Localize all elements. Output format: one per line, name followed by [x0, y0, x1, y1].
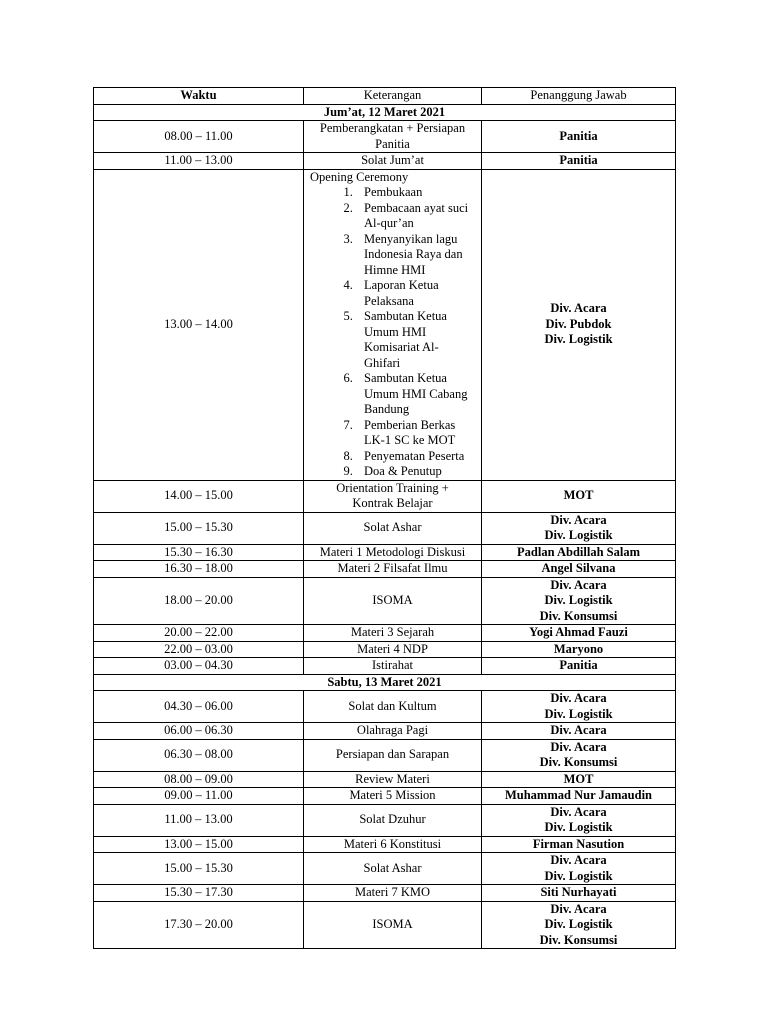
description-cell: [304, 625, 482, 642]
description-line: ISOMA: [372, 917, 413, 931]
description-cell: [304, 885, 482, 902]
responsible-cell: [482, 771, 676, 788]
day-row: [94, 104, 676, 121]
table-row: [94, 625, 676, 642]
day-label: Jum’at, 12 Maret 2021: [94, 104, 676, 121]
description-cell: [304, 641, 482, 658]
schedule-table: [93, 87, 676, 949]
responsible-line: Panitia: [559, 153, 598, 167]
responsible-cell: [482, 153, 676, 170]
agenda-item-line: Himne HMI: [364, 262, 426, 277]
responsible-line: Siti Nurhayati: [540, 885, 617, 899]
responsible-cell: [482, 739, 676, 771]
table-row: [94, 480, 676, 512]
time-cell: 11.00 – 13.00: [94, 153, 304, 170]
description-line: Materi 7 KMO: [355, 885, 430, 899]
agenda-item: [356, 449, 477, 465]
agenda-item-line: Pelaksana: [364, 293, 414, 308]
description-cell: [304, 723, 482, 740]
description-cell: [304, 853, 482, 885]
agenda-item-line: 7. Pemberian Berkas: [364, 417, 456, 432]
agenda-item-line: Ghifari: [364, 355, 401, 370]
responsible-cell: [482, 788, 676, 805]
description-cell: [304, 691, 482, 723]
agenda-item: [356, 418, 477, 449]
agenda-item-line: 9. Doa & Penutup: [364, 464, 442, 478]
agenda-item-line: 1. Pembukaan: [364, 185, 423, 199]
responsible-line: Panitia: [559, 658, 598, 672]
responsible-line: Div. Acara: [550, 723, 607, 737]
description-cell: [304, 577, 482, 625]
responsible-line: Div. Acara: [550, 804, 607, 819]
time-cell: 03.00 – 04.30: [94, 658, 304, 675]
description-cell: [304, 739, 482, 771]
agenda-item-line: Komisariat Al-: [364, 340, 439, 354]
table-row: [94, 641, 676, 658]
description-line: Kontrak Belajar: [352, 496, 433, 510]
time-cell: 06.30 – 08.00: [94, 739, 304, 771]
agenda-item-line: Al-qur’an: [364, 216, 414, 230]
responsible-line: Div. Acara: [550, 577, 607, 592]
table-row: [94, 836, 676, 853]
responsible-cell: [482, 169, 676, 480]
agenda-item-line: 6. Sambutan Ketua: [364, 371, 447, 385]
time-cell: 22.00 – 03.00: [94, 641, 304, 658]
description-cell: [304, 512, 482, 544]
description-line: Solat Ashar: [363, 860, 422, 875]
responsible-line: Firman Nasution: [532, 836, 625, 851]
agenda-item: [356, 185, 477, 201]
responsible-line: Maryono: [553, 641, 604, 656]
time-cell: 15.00 – 15.30: [94, 512, 304, 544]
header-waktu: Waktu: [94, 88, 304, 105]
time-cell: 15.30 – 17.30: [94, 885, 304, 902]
table-row: [94, 691, 676, 723]
responsible-cell: [482, 836, 676, 853]
description-line: Pemberangkatan + Persiapan: [319, 121, 466, 135]
description-line: Materi 5 Mission: [349, 788, 436, 802]
description-line: Materi 2 Filsafat Ilmu: [337, 561, 448, 575]
responsible-cell: [482, 561, 676, 578]
responsible-cell: [482, 804, 676, 836]
responsible-line: Div. Logistik: [544, 332, 613, 347]
header-row: [94, 88, 676, 105]
agenda-list: [310, 185, 477, 480]
description-line: Solat Ashar: [363, 520, 422, 535]
responsible-cell: [482, 723, 676, 740]
table-row: [94, 169, 676, 480]
day-label: Sabtu, 13 Maret 2021: [94, 674, 676, 691]
responsible-line: Div. Logistik: [544, 868, 613, 883]
responsible-line: Div. Logistik: [544, 593, 613, 607]
description-line: ISOMA: [372, 593, 413, 607]
description-line: Panitia: [375, 136, 410, 151]
responsible-cell: [482, 577, 676, 625]
responsible-line: Div. Konsumsi: [539, 608, 618, 623]
agenda-item-line: 4. Laporan Ketua: [364, 278, 439, 292]
agenda-item: [356, 309, 477, 371]
time-cell: 18.00 – 20.00: [94, 577, 304, 625]
description-line: Istirahat: [372, 658, 413, 672]
time-cell: 15.30 – 16.30: [94, 544, 304, 561]
time-cell: 14.00 – 15.00: [94, 480, 304, 512]
responsible-line: Div. Acara: [550, 301, 607, 316]
time-cell: 13.00 – 14.00: [94, 169, 304, 480]
description-cell: [304, 121, 482, 153]
description-line: Solat Dzuhur: [359, 812, 426, 827]
table-row: [94, 804, 676, 836]
agenda-item: [356, 278, 477, 309]
agenda-item-line: Umum HMI: [364, 324, 427, 339]
description-line: Solat Jum’at: [361, 153, 424, 167]
agenda-item: [356, 464, 477, 480]
responsible-line: Div. Pubdok: [545, 316, 612, 331]
description-line: Materi 3 Sejarah: [350, 625, 435, 639]
responsible-line: Angel Silvana: [541, 561, 616, 575]
day-row: [94, 674, 676, 691]
description-line: Materi 1 Metodologi Diskusi: [319, 544, 466, 559]
time-cell: 08.00 – 09.00: [94, 771, 304, 788]
responsible-cell: [482, 625, 676, 642]
responsible-cell: [482, 658, 676, 675]
agenda-item-line: Indonesia Raya dan: [364, 247, 463, 261]
responsible-line: Panitia: [559, 128, 598, 143]
agenda-item-line: LK-1 SC ke MOT: [364, 433, 456, 447]
time-cell: 08.00 – 11.00: [94, 121, 304, 153]
responsible-line: Div. Logistik: [544, 706, 613, 721]
responsible-cell: [482, 480, 676, 512]
responsible-line: Yogi Ahmad Fauzi: [529, 625, 628, 639]
description-cell: [304, 153, 482, 170]
description-cell: [304, 836, 482, 853]
table-row: [94, 771, 676, 788]
time-cell: 04.30 – 06.00: [94, 691, 304, 723]
description-cell: [304, 561, 482, 578]
responsible-line: Muhammad Nur Jamaudin: [504, 788, 653, 802]
table-row: [94, 723, 676, 740]
description-cell: [304, 804, 482, 836]
table-row: [94, 788, 676, 805]
agenda-item-line: Bandung: [364, 402, 410, 416]
time-cell: 09.00 – 11.00: [94, 788, 304, 805]
description-cell: [304, 480, 482, 512]
opening-ceremony-cell: [304, 169, 482, 480]
responsible-cell: [482, 853, 676, 885]
responsible-line: Div. Logistik: [544, 528, 613, 542]
agenda-item: [356, 371, 477, 418]
agenda-item: [356, 201, 477, 232]
description-cell: [304, 544, 482, 561]
responsible-cell: [482, 901, 676, 949]
description-line: Orientation Training +: [336, 480, 449, 495]
header-keterangan: Keterangan: [304, 88, 482, 105]
time-cell: 16.30 – 18.00: [94, 561, 304, 578]
table-row: [94, 512, 676, 544]
responsible-line: Div. Konsumsi: [539, 755, 618, 769]
responsible-line: Div. Logistik: [544, 820, 613, 834]
responsible-cell: [482, 121, 676, 153]
description-line: Olahraga Pagi: [356, 723, 429, 737]
responsible-line: Div. Acara: [550, 901, 607, 916]
responsible-line: Div. Acara: [550, 739, 607, 754]
responsible-cell: [482, 641, 676, 658]
responsible-line: Div. Acara: [550, 691, 607, 705]
agenda-item-line: 3. Menyanyikan lagu: [364, 231, 458, 246]
opening-title: Opening Ceremony: [310, 169, 409, 184]
table-row: [94, 561, 676, 578]
description-cell: [304, 901, 482, 949]
responsible-cell: [482, 544, 676, 561]
description-line: Materi 6 Konstitusi: [343, 836, 442, 851]
responsible-line: Div. Logistik: [544, 917, 613, 931]
table-row: [94, 853, 676, 885]
responsible-line: MOT: [563, 488, 594, 503]
time-cell: 20.00 – 22.00: [94, 625, 304, 642]
table-row: [94, 901, 676, 949]
description-line: Review Materi: [355, 771, 430, 786]
table-row: [94, 739, 676, 771]
time-cell: 11.00 – 13.00: [94, 804, 304, 836]
agenda-item-line: 5. Sambutan Ketua: [364, 309, 447, 323]
table-row: [94, 544, 676, 561]
responsible-line: Div. Konsumsi: [539, 932, 618, 947]
responsible-line: Div. Acara: [550, 512, 607, 527]
time-cell: 15.00 – 15.30: [94, 853, 304, 885]
description-cell: [304, 771, 482, 788]
table-row: [94, 577, 676, 625]
agenda-item: [356, 232, 477, 279]
description-cell: [304, 658, 482, 675]
time-cell: 13.00 – 15.00: [94, 836, 304, 853]
table-row: [94, 153, 676, 170]
table-row: [94, 658, 676, 675]
responsible-line: Div. Acara: [550, 853, 607, 867]
time-cell: 17.30 – 20.00: [94, 901, 304, 949]
time-cell: 06.00 – 06.30: [94, 723, 304, 740]
agenda-item-line: 2. Pembacaan ayat suci: [364, 200, 469, 215]
description-line: Persiapan dan Sarapan: [335, 747, 450, 762]
responsible-cell: [482, 691, 676, 723]
description-line: Materi 4 NDP: [357, 641, 428, 656]
responsible-cell: [482, 885, 676, 902]
table-row: [94, 121, 676, 153]
description-line: Solat dan Kultum: [348, 698, 437, 713]
table-row: [94, 885, 676, 902]
responsible-line: Padlan Abdillah Salam: [517, 544, 640, 559]
header-penanggung-jawab: Penanggung Jawab: [482, 88, 676, 105]
responsible-line: MOT: [563, 771, 594, 786]
responsible-cell: [482, 512, 676, 544]
description-cell: [304, 788, 482, 805]
agenda-item-line: Umum HMI Cabang: [364, 386, 468, 401]
agenda-item-line: 8. Penyematan Peserta: [364, 448, 465, 463]
schedule-body: [94, 104, 676, 949]
